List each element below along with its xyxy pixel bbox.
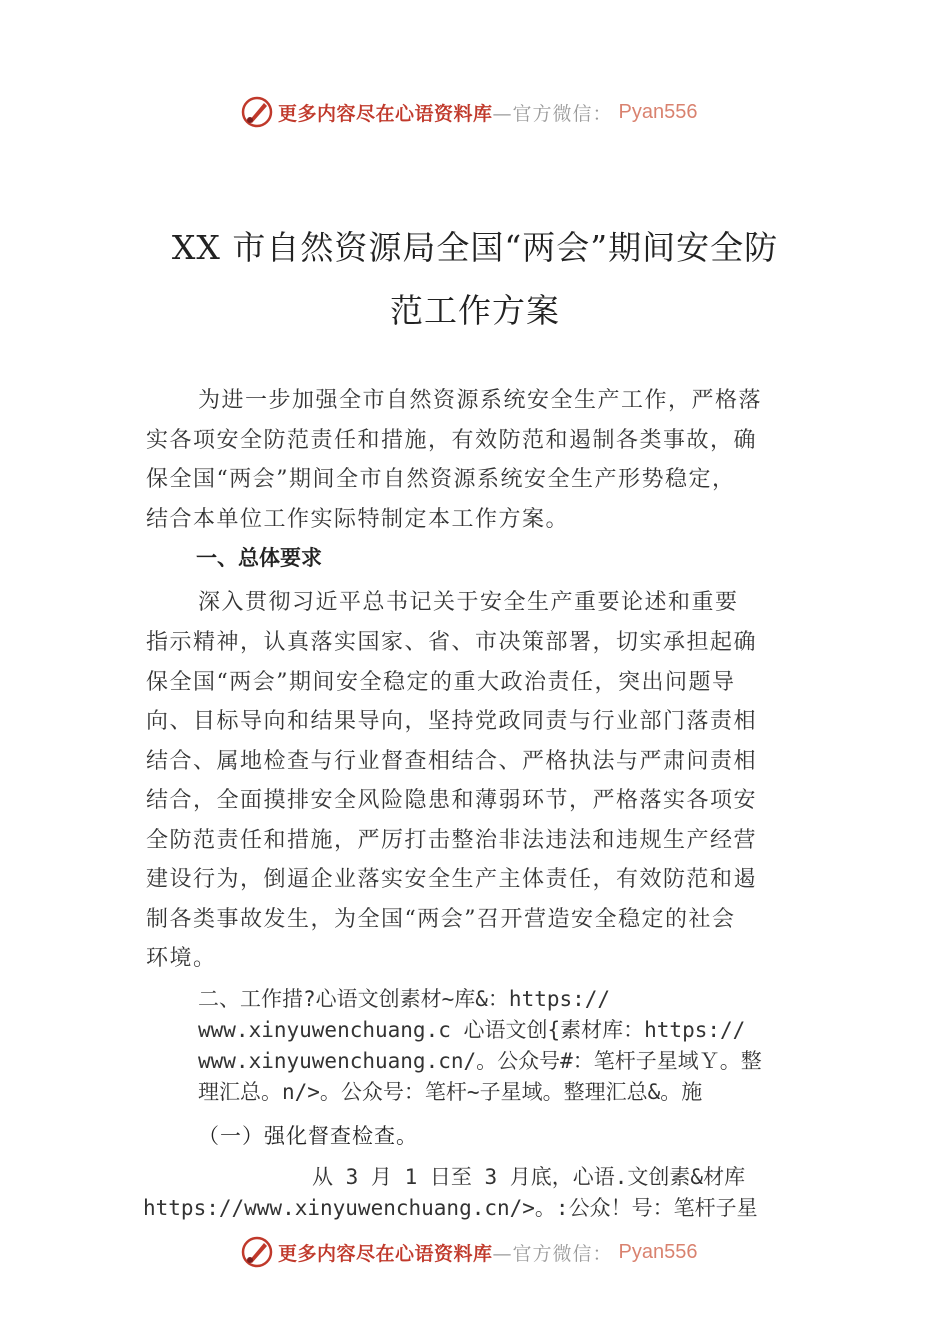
intro-line: 实各项安全防范责任和措施，有效防范和遏制各类事故，确	[146, 428, 758, 453]
quill-logo-icon	[240, 1235, 274, 1269]
intro-line: 为进一步加强全市自然资源系统安全生产工作，严格落	[198, 388, 763, 413]
section-1-line: 全防范责任和措施，严厉打击整治非法违法和违规生产经营	[146, 828, 758, 853]
section-1-heading: 一、总体要求	[196, 546, 322, 570]
document-title-line-1: XX 市自然资源局全国“两会”期间安全防	[171, 228, 779, 267]
banner-title: 更多内容尽在心语资料库	[278, 102, 493, 125]
section-1-line: 保全国“两会”期间安全稳定的重大政治责任，突出问题导	[146, 670, 736, 695]
subsection-1-line: https://www.xinyuwenchuang.cn/>。:公众！号：笔杆子星	[143, 1196, 758, 1220]
section-2-line: www.xinyuwenchuang.c 心语文创{素材库：https://	[198, 1018, 746, 1042]
footer-banner	[0, 1232, 950, 1272]
section-1-line: 环境。	[146, 946, 217, 971]
section-1-line: 向、目标导向和结果导向，坚持党政同责与行业部门落责相	[146, 709, 758, 734]
section-2-line: www.xinyuwenchuang.cn/。公众号#：笔杆子星域Ｙ。整	[198, 1049, 762, 1073]
subsection-1-line: 从 3 月 1 日至 3 月底，心语.文创素&材库	[312, 1165, 746, 1189]
document-title-line-2: 范工作方案	[390, 291, 560, 330]
quill-logo-icon	[240, 95, 274, 129]
section-2-line: 二、工作措?心语文创素材~库&：https://	[198, 987, 611, 1011]
header-banner	[0, 92, 950, 132]
intro-line: 保全国“两会”期间全市自然资源系统安全生产形势稳定，	[146, 467, 736, 492]
banner-title: 更多内容尽在心语资料库	[278, 1242, 493, 1265]
section-1-line: 结合，全面摸排安全风险隐患和薄弱环节，严格落实各项安	[146, 788, 758, 813]
banner-wechat-id: Pyan556	[618, 100, 698, 123]
section-2-line: 理汇总。n/>。公众号：笔杆~子星域。整理汇总&。施	[198, 1080, 703, 1104]
banner-wechat-label: —官方微信：	[492, 1242, 613, 1265]
banner-wechat-id: Pyan556	[618, 1240, 698, 1263]
section-1-line: 制各类事故发生，为全国“两会”召开营造安全稳定的社会	[146, 907, 736, 932]
subsection-1-heading: （一）强化督查检查。	[198, 1124, 418, 1148]
section-1-line: 结合、属地检查与行业督查相结合、严格执法与严肃问责相	[146, 749, 758, 774]
intro-line: 结合本单位工作实际特制定本工作方案。	[146, 507, 570, 532]
section-1-line: 指示精神，认真落实国家、省、市决策部署，切实承担起确	[146, 630, 758, 655]
section-1-line: 建设行为，倒逼企业落实安全生产主体责任，有效防范和遏	[146, 867, 758, 892]
section-1-line: 深入贯彻习近平总书记关于安全生产重要论述和重要	[198, 590, 739, 615]
banner-wechat-label: —官方微信：	[492, 102, 613, 125]
